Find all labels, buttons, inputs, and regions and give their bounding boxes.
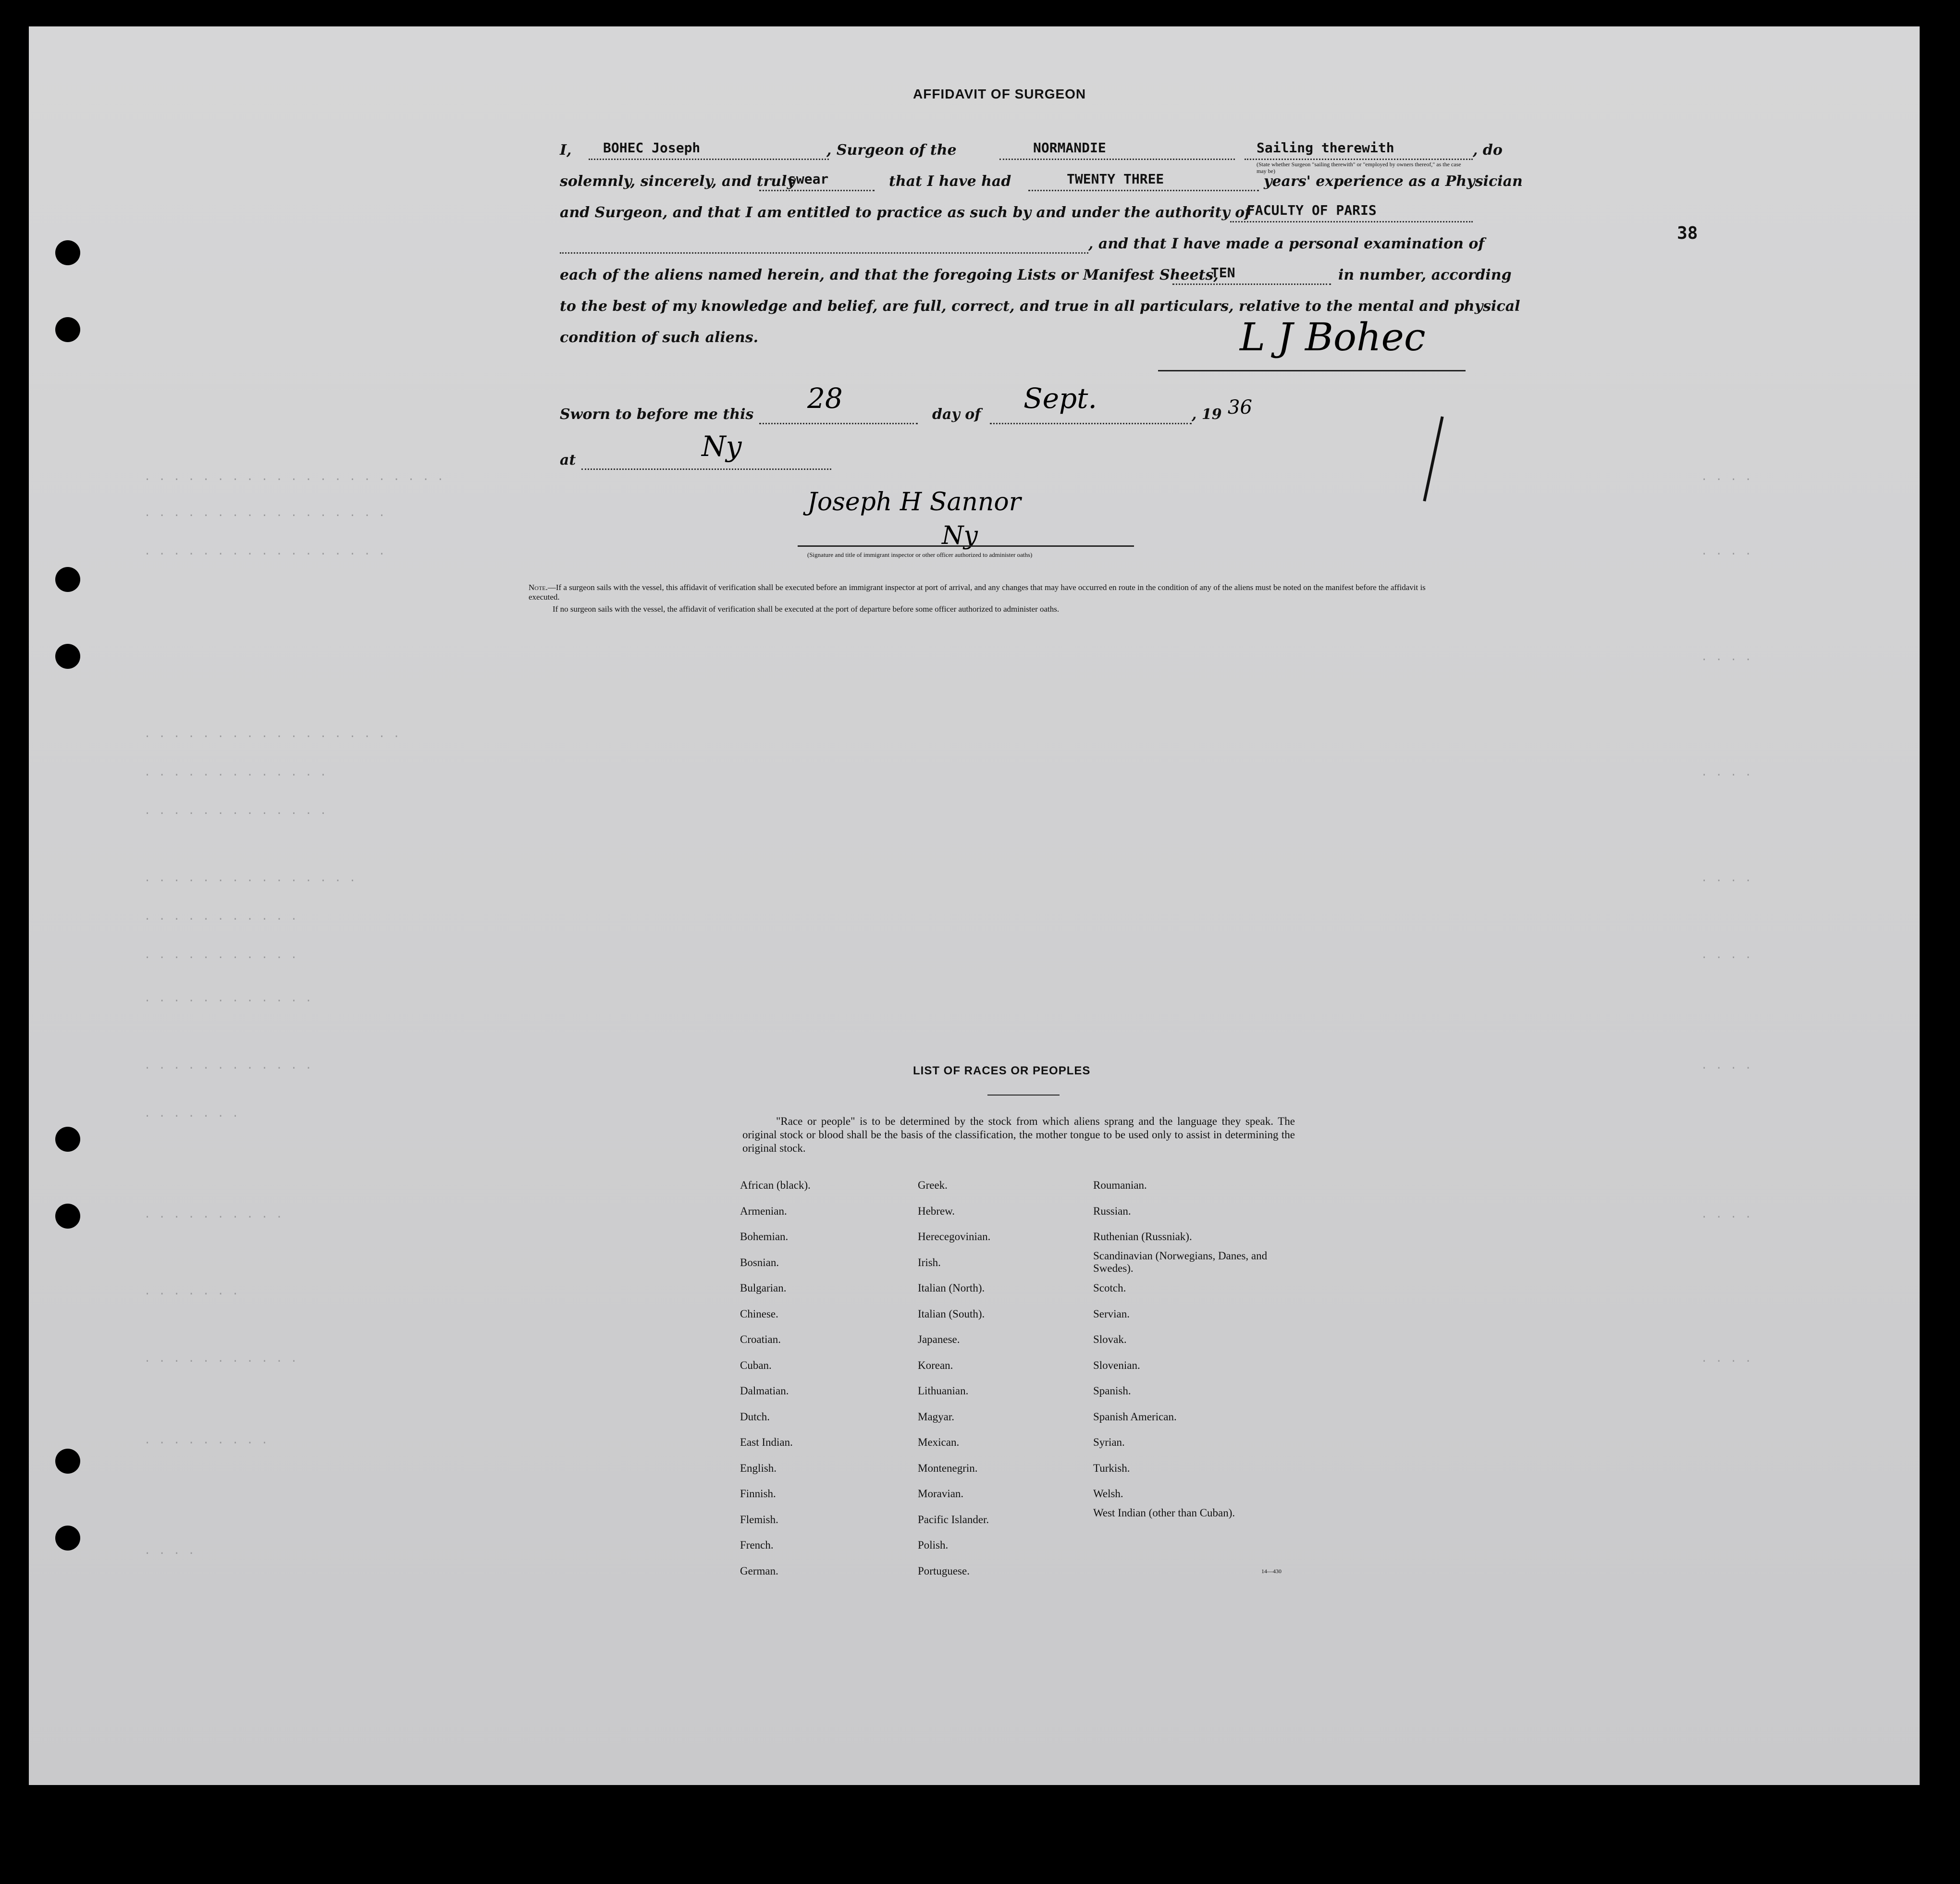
race-item: Cuban. bbox=[740, 1359, 772, 1371]
at-place: Ny bbox=[702, 430, 742, 463]
race-item: Lithuanian. bbox=[918, 1385, 969, 1397]
authority-continued-line bbox=[560, 252, 1088, 254]
race-item: Portuguese. bbox=[918, 1564, 970, 1577]
day-of-label: day of bbox=[932, 406, 981, 423]
years-line bbox=[1028, 190, 1259, 191]
race-item: West Indian (other than Cuban). bbox=[1093, 1506, 1235, 1519]
race-item: Spanish. bbox=[1093, 1385, 1131, 1397]
day-line bbox=[759, 423, 918, 424]
ship-name: NORMANDIE bbox=[1033, 140, 1106, 156]
race-item: Mexican. bbox=[918, 1436, 960, 1448]
at-line bbox=[581, 468, 831, 470]
sailing-line bbox=[1245, 159, 1473, 160]
page-number: 38 bbox=[1677, 223, 1698, 243]
race-item: Scotch. bbox=[1093, 1282, 1126, 1294]
inspector-place: Ny bbox=[942, 521, 978, 550]
state-note: (State whether Surgeon "sailing therewith" or "employed by owners thereof," as the case may be) bbox=[1257, 161, 1461, 174]
knowledge-text: to the best of my knowledge and belief, are full, correct, and true in all particulars, relative to the mental and physical bbox=[560, 298, 1520, 315]
at-label: at bbox=[560, 452, 576, 468]
race-item: Roumanian. bbox=[1093, 1179, 1147, 1191]
sworn-day: 28 bbox=[807, 382, 843, 415]
ink-stroke bbox=[1423, 416, 1443, 501]
race-item: Italian (North). bbox=[918, 1282, 985, 1294]
races-title-rule bbox=[987, 1095, 1060, 1096]
note-label: Note. bbox=[529, 583, 548, 592]
sworn-label: Sworn to before me this bbox=[560, 406, 754, 423]
race-item: Armenian. bbox=[740, 1205, 787, 1217]
race-item: Chinese. bbox=[740, 1307, 778, 1320]
race-item: Ruthenian (Russniak). bbox=[1093, 1231, 1192, 1243]
race-item: Syrian. bbox=[1093, 1436, 1125, 1448]
oath-line bbox=[759, 190, 875, 191]
race-item: Bosnian. bbox=[740, 1256, 779, 1268]
race-item: African (black). bbox=[740, 1179, 811, 1191]
race-item: Herecegovinian. bbox=[918, 1231, 991, 1243]
inspector-signature-line bbox=[798, 545, 1134, 547]
form-code: 14—430 bbox=[1261, 1568, 1282, 1575]
binder-hole bbox=[55, 1526, 80, 1551]
race-item: East Indian. bbox=[740, 1436, 793, 1448]
sworn-year: 36 bbox=[1228, 396, 1252, 419]
affidavit-page: . . . . . . . . . . . . . . . . . . . . . . . . . . . . . . . . . . . . . . . . . . . . . . . . . . . . . . . . . . . . . . . . . . . . . . . . . . . . . . . . . . . . . . . . . . . . . . . . . . . . . . . . . . . . . . . . . . . . . . . . . . . . . . . . . . . . . . . . . . . . . . . . . . . . . . . . . . . . . . . . . . . . . . . . . . . . . . . . . . . . . . . . . . . . . . . . . . . . . . . . . . . . . . . . . . . . . . . . . . . . . . . . . . . . . . . . . . . . . . . . . . . . AFFIDAVIT OF SURGEON I, BOHEC Joseph , Surgeon of the NORMANDIE Sailing therewith , do (State whether Surgeon "sailing therewith" or "employed by owners thereof," as the case may be) solemnly, sincerely, and truly swear that I have had TWENTY THREE years' experience as a Physician and Surgeon, and that I am entitled to practice as such by and under the authority of FACULTY OF PARIS 38 , and that I have made a personal examination of each of the aliens named herein, and that the foregoing Lists or Manifest Sheets, TEN in number, according to the best of my knowledge and belief, are full, correct, and true in all particulars, relative to the mental and physical condition of such aliens. L J Bohec Sworn to before me this 28 day of Sept. , 19 36 at Ny Joseph H Sannor Ny (Signature and title of immigrant inspector or other officer authorized to administer oaths) Note.—If a surgeon sails with the vessel, this affidavit of verification shall be executed before an immigrant inspector at port of arrival, and any changes that may have occurred en route in the condition of any of the aliens must be noted on the manifest before the affidavit is executed. If no surgeon sails with the vessel, the affidavit of verification shall be executed at the port of departure before some officer authorized to administer oaths. LIST OF RACES OR PEOPLES "Race or people" is to be determined by the stock from which aliens sprang and the language they speak. The original stock or blood shall be the basis of the classification, the mother tongue to be used only to assist in determining the original stock. African (black). Armenian. Bohemian. Bosnian. Bulgarian. Chinese. Croatian. Cuban. Dalmatian. Dutch. East Indian. English. Finnish. Flemish. French. German. Greek. Hebrew. Herecegovinian. Irish. Italian (North). Italian (South). Japanese. Korean. Lithuanian. Magyar. Mexican. Montenegrin. Moravian. Pacific Islander. Polish. Portuguese. Roumanian. Russian. Ruthenian (Russniak). Scandinavian (Norwegians, Danes, and Swedes). Scotch. Servian. Slovak. Slovenian. Spanish. Spanish American. Syrian. Turkish. Welsh. West Indian (other than Cuban). 14—430 bbox=[29, 26, 1920, 1785]
race-item: Scandinavian (Norwegians, Danes, and Swedes). bbox=[1093, 1249, 1268, 1274]
binder-hole bbox=[55, 1127, 80, 1152]
race-item: Russian. bbox=[1093, 1205, 1131, 1217]
inspector-signature: Joseph H Sannor bbox=[807, 488, 1021, 517]
binder-hole bbox=[55, 1204, 80, 1229]
years-experience: TWENTY THREE bbox=[1067, 171, 1164, 187]
race-item: Japanese. bbox=[918, 1333, 960, 1345]
race-item: Welsh. bbox=[1093, 1488, 1123, 1500]
race-item: Slovak. bbox=[1093, 1333, 1127, 1345]
manifest-text: each of the aliens named herein, and that the foregoing Lists or Manifest Sheets, bbox=[560, 267, 1219, 283]
race-item: English. bbox=[740, 1462, 777, 1474]
sheets-line bbox=[1172, 283, 1331, 285]
race-item: Korean. bbox=[918, 1359, 953, 1371]
binder-hole bbox=[55, 240, 80, 265]
race-item: Montenegrin. bbox=[918, 1462, 978, 1474]
races-title: LIST OF RACES OR PEOPLES bbox=[913, 1064, 1091, 1077]
ship-line bbox=[999, 159, 1235, 160]
affidavit-note bbox=[529, 583, 1442, 602]
race-item: Croatian. bbox=[740, 1333, 781, 1345]
surgeon-signature-line bbox=[1158, 370, 1466, 371]
month-line bbox=[990, 423, 1192, 424]
note-text-arrival: —If a surgeon sails with the vessel, this affidavit of verification shall be executed before an immigrant inspector at port of arrival, and any changes that may have occurred en route in the condition of any of the aliens must be noted on the manifest before the affidavit is executed. bbox=[529, 583, 1426, 602]
year-prefix: , 19 bbox=[1192, 406, 1222, 423]
race-item: Greek. bbox=[918, 1179, 948, 1191]
surgeon-name: BOHEC Joseph bbox=[603, 140, 701, 156]
inspector-caption: (Signature and title of immigrant inspector or other officer authorized to administer oaths) bbox=[807, 551, 1033, 558]
do-label: , do bbox=[1473, 142, 1503, 159]
name-line bbox=[589, 159, 829, 160]
binder-hole bbox=[55, 567, 80, 592]
races-intro: "Race or people" is to be determined by the stock from which aliens sprang and the language they speak. The original stock or blood shall be the basis of the classification, the mother tongue to be used only to assist in determining the original stock. bbox=[742, 1115, 1295, 1154]
solemnly-text: solemnly, sincerely, and truly bbox=[560, 173, 795, 190]
race-item: French. bbox=[740, 1539, 774, 1551]
binder-hole bbox=[55, 317, 80, 342]
races-column-3 bbox=[1093, 1172, 1285, 1519]
race-item: Magyar. bbox=[918, 1410, 955, 1423]
races-column-2 bbox=[918, 1172, 990, 1584]
race-item: Italian (South). bbox=[918, 1307, 985, 1320]
race-item: Spanish American. bbox=[1093, 1410, 1177, 1423]
experience-text: years' experience as a Physician bbox=[1264, 173, 1523, 190]
race-item: Turkish. bbox=[1093, 1462, 1130, 1474]
surgeon-signature: L J Bohec bbox=[1240, 315, 1426, 359]
have-had-text: that I have had bbox=[889, 173, 1011, 190]
race-item: Servian. bbox=[1093, 1307, 1130, 1320]
race-item: Dalmatian. bbox=[740, 1385, 789, 1397]
race-item: Irish. bbox=[918, 1256, 941, 1268]
surgeon-of-label: , Surgeon of the bbox=[826, 142, 957, 159]
race-item: Dutch. bbox=[740, 1410, 770, 1423]
race-item: Flemish. bbox=[740, 1513, 778, 1526]
number-text: in number, according bbox=[1338, 267, 1512, 283]
authority-line bbox=[1230, 221, 1473, 222]
race-item: Moravian. bbox=[918, 1488, 964, 1500]
condition-text: condition of such aliens. bbox=[560, 329, 759, 346]
race-item: Polish. bbox=[918, 1539, 949, 1551]
race-item: Hebrew. bbox=[918, 1205, 955, 1217]
race-item: Slovenian. bbox=[1093, 1359, 1140, 1371]
races-column-1 bbox=[740, 1172, 811, 1584]
oath-type: swear bbox=[788, 171, 829, 187]
examination-text: , and that I have made a personal examination of bbox=[1088, 235, 1485, 252]
binder-hole bbox=[55, 1449, 80, 1474]
race-item: Finnish. bbox=[740, 1488, 776, 1500]
race-item: Pacific Islander. bbox=[918, 1513, 989, 1526]
licensing-authority: FACULTY OF PARIS bbox=[1247, 202, 1377, 218]
binder-hole bbox=[55, 644, 80, 669]
sailing-status: Sailing therewith bbox=[1257, 140, 1394, 156]
i-label: I, bbox=[560, 142, 572, 159]
race-item: Bohemian. bbox=[740, 1231, 789, 1243]
authority-text: and Surgeon, and that I am entitled to practice as such by and under the authority of bbox=[560, 204, 1251, 221]
race-item: German. bbox=[740, 1564, 778, 1577]
affidavit-title: AFFIDAVIT OF SURGEON bbox=[913, 86, 1086, 101]
note-text-departure: If no surgeon sails with the vessel, the affidavit of verification shall be executed at the port of departure before some officer authorized to administer oaths. bbox=[553, 604, 1060, 614]
sheet-count: TEN bbox=[1211, 265, 1235, 281]
sworn-month: Sept. bbox=[1023, 382, 1097, 415]
race-item: Bulgarian. bbox=[740, 1282, 787, 1294]
